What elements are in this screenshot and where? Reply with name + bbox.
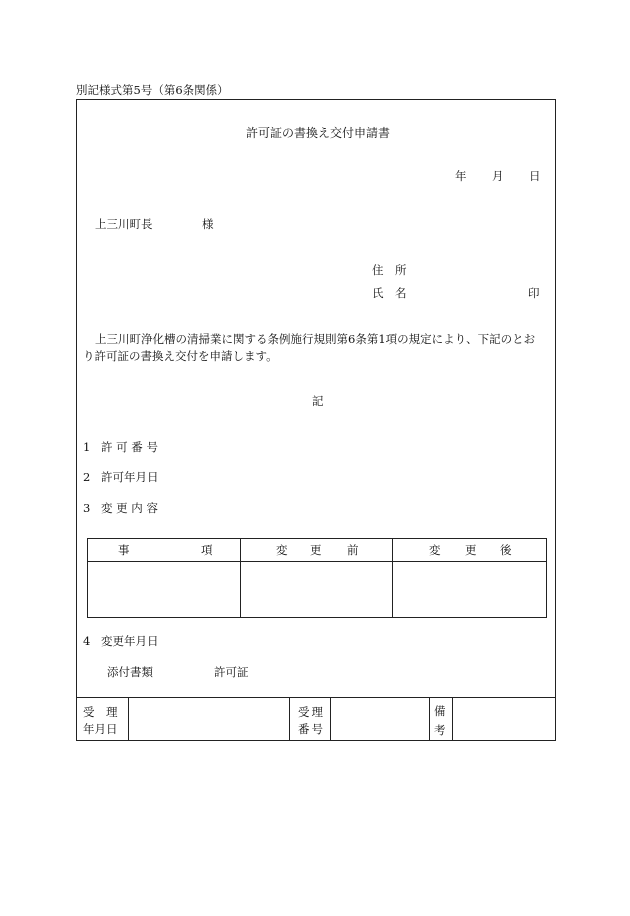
item-2-number: 2 — [83, 470, 91, 484]
header-item-char-2: 項 — [201, 543, 213, 557]
addressee-honorific: 様 — [202, 217, 214, 231]
change-before-cell[interactable] — [242, 563, 390, 615]
addressee-name: 上三川町長 — [95, 217, 153, 231]
receipt-date-field[interactable] — [130, 699, 287, 739]
item-4-number: 4 — [83, 634, 91, 648]
header-before-char-1: 変 — [276, 543, 288, 557]
item-1-label: 許 可 番 号 — [101, 440, 158, 454]
receipt-divider — [77, 697, 555, 698]
header-after-char-3: 後 — [500, 543, 512, 557]
document-title: 許可証の書換え交付申請書 — [246, 126, 391, 140]
seal-mark: 印 — [528, 286, 540, 300]
remarks-label-line-1: 備 — [434, 704, 446, 718]
ki-heading: 記 — [312, 394, 324, 408]
item-4-label: 変更年月日 — [101, 634, 159, 648]
change-details-table — [87, 538, 547, 618]
change-item-cell[interactable] — [90, 563, 238, 615]
address-label: 住 所 — [372, 263, 407, 277]
date-day[interactable]: 日 — [529, 169, 541, 183]
date-month[interactable]: 月 — [492, 169, 504, 183]
item-2-label: 許可年月日 — [101, 470, 159, 484]
body-text-line-1: 上三川町浄化槽の清掃業に関する条例施行規則第6条第1項の規定により、下記のとお — [95, 332, 536, 346]
remarks-field[interactable] — [454, 699, 553, 739]
receipt-date-label-line-1: 受 理 — [83, 705, 118, 719]
date-year[interactable]: 年 — [455, 169, 467, 183]
body-text-line-2: り許可証の書換え交付を申請します。 — [83, 349, 278, 363]
attachments-value: 許可証 — [214, 665, 249, 679]
receipt-number-label-line-1: 受理 — [298, 705, 325, 719]
change-after-cell[interactable] — [394, 563, 544, 615]
receipt-date-label-line-2: 年月日 — [83, 722, 118, 736]
form-label: 別記様式第5号（第6条関係） — [76, 83, 229, 97]
header-after-char-2: 更 — [465, 543, 477, 557]
remarks-label-line-2: 考 — [434, 723, 446, 737]
header-before-char-3: 前 — [347, 543, 359, 557]
header-before-char-2: 更 — [310, 543, 322, 557]
header-item-char-1: 事 — [118, 543, 130, 557]
name-label: 氏 名 — [372, 286, 407, 300]
receipt-number-label-line-2: 番号 — [298, 722, 325, 736]
receipt-number-label — [298, 704, 325, 738]
item-3-label: 変 更 内 容 — [101, 501, 158, 515]
attachments-label: 添付書類 — [107, 665, 153, 679]
item-1-number: 1 — [83, 440, 91, 454]
application-form — [76, 99, 556, 741]
remarks-label — [434, 702, 446, 740]
receipt-date-label — [83, 704, 118, 738]
header-after-char-1: 変 — [429, 543, 441, 557]
receipt-number-field[interactable] — [332, 699, 427, 739]
item-3-number: 3 — [83, 501, 91, 515]
